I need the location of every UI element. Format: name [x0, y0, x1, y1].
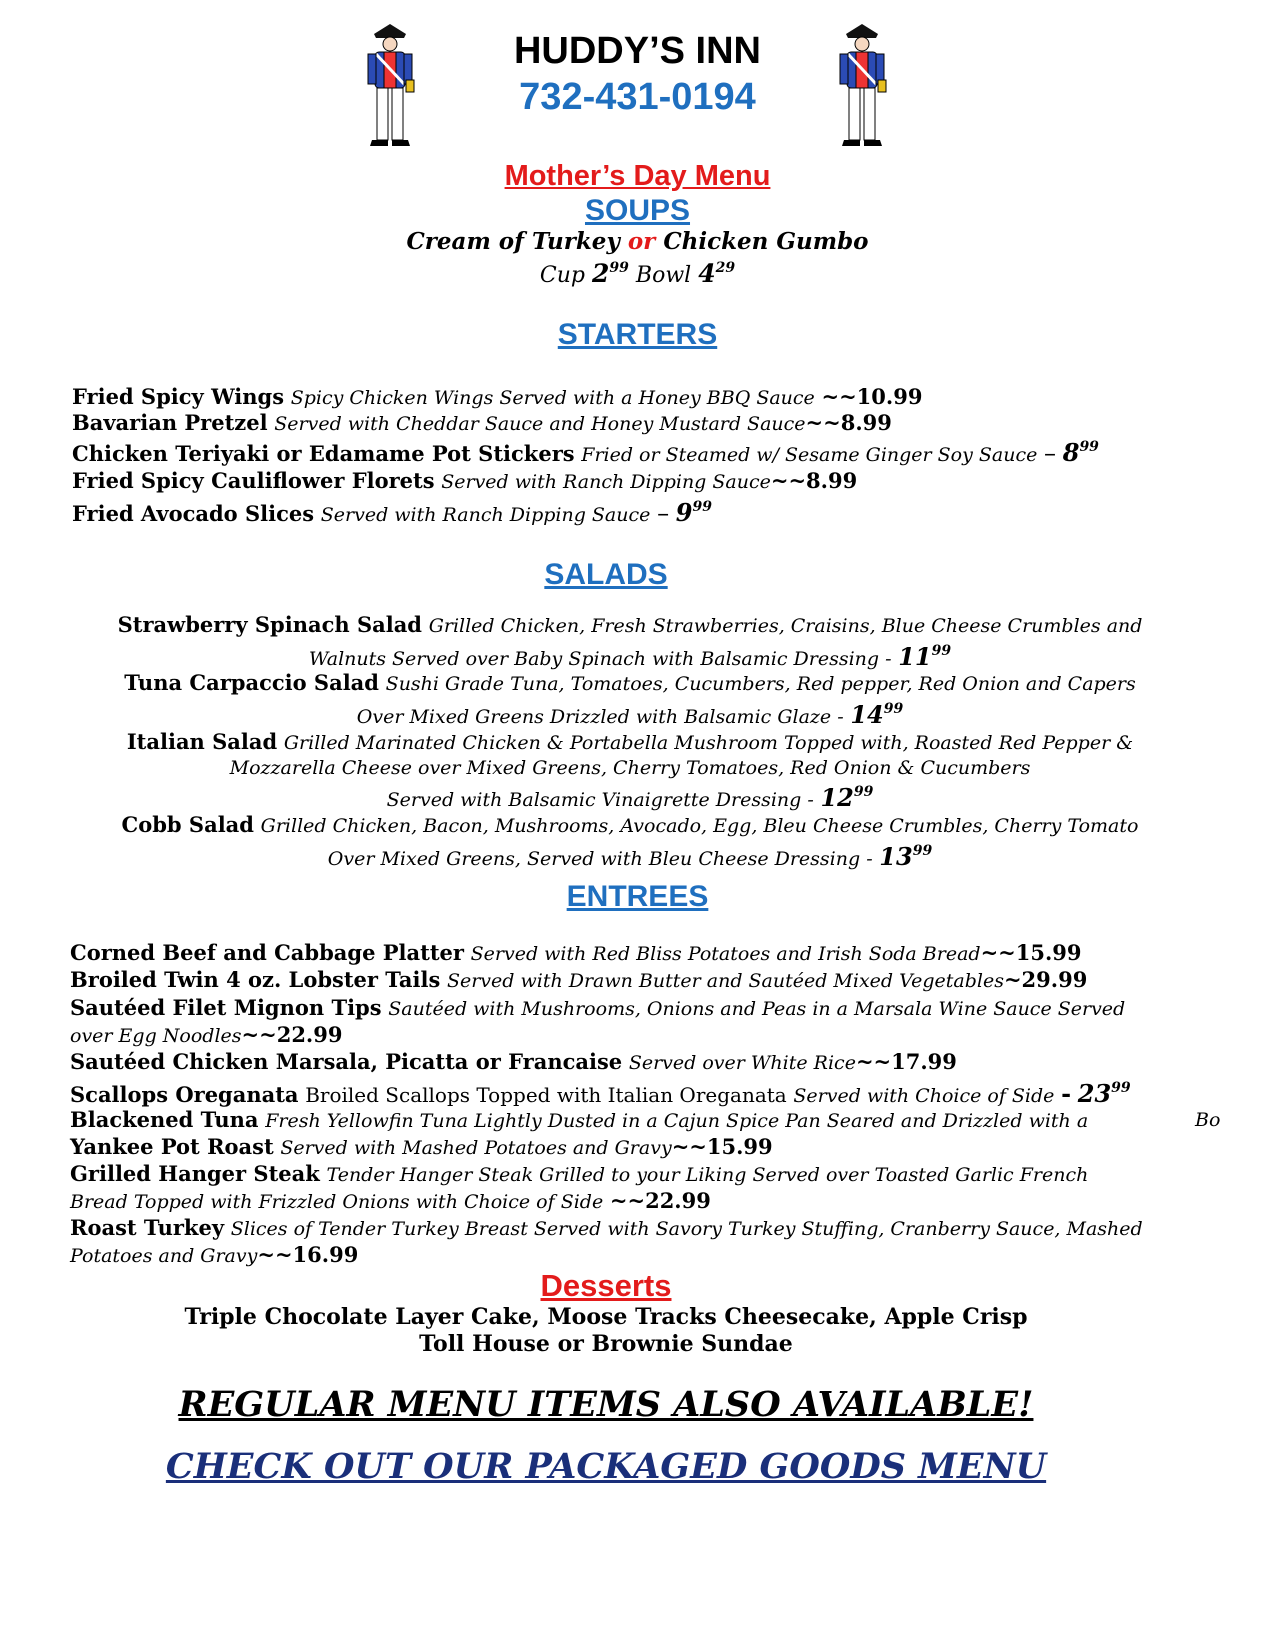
soup-prices — [0, 259, 1275, 288]
item-price: $9^{99}$ — [675, 498, 712, 527]
phone-number[interactable]: 732-431-0194 — [519, 76, 756, 118]
list-item: Corned Beef and Cabbage Platter Served with Red Bliss Potatoes and Irish Soda Bread~~15.99 — [70, 940, 1082, 965]
list-item: Scallops Oreganata Broiled Scallops Topped with Italian Oreganata Served with Choice of Side - $23^{99}$ — [70, 1079, 1131, 1108]
restaurant-title: HUDDY’S INN — [513, 30, 762, 72]
item-price: $14^{99}$ — [850, 700, 904, 729]
list-item-continued: over Egg Noodles~~22.99 — [70, 1022, 343, 1047]
desserts-heading: Desserts — [540, 1268, 672, 1303]
list-item: Chicken Teriyaki or Edamame Pot Stickers Fried or Steamed w/ Sesame Ginger Soy Sauce – $8^{99}$ — [72, 438, 1099, 467]
soup-items — [0, 228, 1275, 255]
list-item-continued: Potatoes and Gravy~~16.99 — [70, 1242, 359, 1267]
menu-title: Mother’s Day Menu — [504, 160, 771, 192]
salad-item-price-line: Over Mixed Greens, Served with Bleu Cheese Dressing - $13^{99}$ — [327, 842, 933, 871]
salad-item: Strawberry Spinach Salad Grilled Chicken, Fresh Strawberries, Craisins, Blue Cheese Crumbles and — [117, 612, 1143, 637]
item-price: $13^{99}$ — [879, 842, 933, 871]
list-item: Fried Avocado Slices Served with Ranch Dipping Sauce – $9^{99}$ — [72, 498, 712, 527]
entrees-heading: ENTREES — [566, 880, 709, 913]
list-item: Blackened Tuna Fresh Yellowfin Tuna Lightly Dusted in a Cajun Spice Pan Seared and Drizzled with a — [70, 1107, 1089, 1132]
soup-or: or — [627, 228, 656, 255]
list-item: Sautéed Chicken Marsala, Picatta or Francaise Served over White Rice~~17.99 — [70, 1049, 957, 1074]
item-price: $11^{99}$ — [898, 642, 952, 671]
desserts-line-1: Triple Chocolate Layer Cake, Moose Tracks Cheesecake, Apple Crisp — [184, 1304, 1028, 1330]
overflow-text: Bo — [1195, 1109, 1221, 1131]
list-item: Broiled Twin 4 oz. Lobster Tails Served with Drawn Butter and Sautéed Mixed Vegetables~29.99 — [70, 967, 1088, 992]
salad-item: Italian Salad Grilled Marinated Chicken & Portabella Mushroom Topped with, Roasted Red Pepper & — [126, 729, 1134, 754]
cup-price: $2^{99}$ — [592, 259, 629, 288]
desserts-line-2: Toll House or Brownie Sundae — [419, 1331, 793, 1357]
list-item: Sautéed Filet Mignon Tips Sautéed with Mushrooms, Onions and Peas in a Marsala Wine Sauce Served — [70, 995, 1126, 1020]
salad-item-price-line: Over Mixed Greens Drizzled with Balsamic Glaze - $14^{99}$ — [356, 700, 904, 729]
packaged-goods-link[interactable]: CHECK OUT OUR PACKAGED GOODS MENU — [165, 1446, 1047, 1487]
starters-heading: STARTERS — [557, 318, 718, 351]
list-item: Fried Spicy Cauliflower Florets Served with Ranch Dipping Sauce~~8.99 — [72, 468, 858, 493]
item-price: $12^{99}$ — [820, 783, 874, 812]
item-price: $23^{99}$ — [1077, 1079, 1131, 1108]
cup-label: Cup — [539, 263, 586, 288]
salad-item-price-line: Served with Balsamic Vinaigrette Dressing - $12^{99}$ — [386, 783, 874, 812]
list-item-continued: Bread Topped with Frizzled Onions with Choice of Side ~~22.99 — [70, 1188, 711, 1213]
list-item: Yankee Pot Roast Served with Mashed Potatoes and Gravy~~15.99 — [70, 1134, 773, 1159]
soup-item-b: Chicken Gumbo — [663, 228, 869, 255]
list-item: Roast Turkey Slices of Tender Turkey Breast Served with Savory Turkey Stuffing, Cranberry Sauce, Mashed — [70, 1215, 1143, 1240]
list-item: Fried Spicy Wings Spicy Chicken Wings Served with a Honey BBQ Sauce ~~10.99 — [72, 384, 923, 409]
salad-item-line: Mozzarella Cheese over Mixed Greens, Cherry Tomatoes, Red Onion & Cucumbers — [229, 757, 1031, 779]
soups-heading: SOUPS — [584, 194, 691, 227]
bowl-label: Bowl — [635, 263, 692, 288]
list-item: Grilled Hanger Steak Tender Hanger Steak Grilled to your Liking Served over Toasted Garlic French — [70, 1161, 1089, 1186]
list-item: Bavarian Pretzel Served with Cheddar Sauce and Honey Mustard Sauce~~8.99 — [72, 410, 892, 435]
salad-item: Cobb Salad Grilled Chicken, Bacon, Mushrooms, Avocado, Egg, Bleu Cheese Crumbles, Cherry Tomato — [121, 812, 1139, 837]
salads-heading: SALADS — [544, 558, 668, 591]
regular-menu-notice: REGULAR MENU ITEMS ALSO AVAILABLE! — [178, 1384, 1034, 1425]
salad-item-price-line: Walnuts Served over Baby Spinach with Balsamic Dressing - $11^{99}$ — [308, 642, 952, 671]
item-price: $8^{99}$ — [1062, 438, 1099, 467]
bowl-price: $4^{29}$ — [698, 259, 736, 288]
soup-item-a: Cream of Turkey — [406, 228, 620, 255]
salad-item: Tuna Carpaccio Salad Sushi Grade Tuna, Tomatoes, Cucumbers, Red pepper, Red Onion and Capers — [124, 670, 1136, 695]
